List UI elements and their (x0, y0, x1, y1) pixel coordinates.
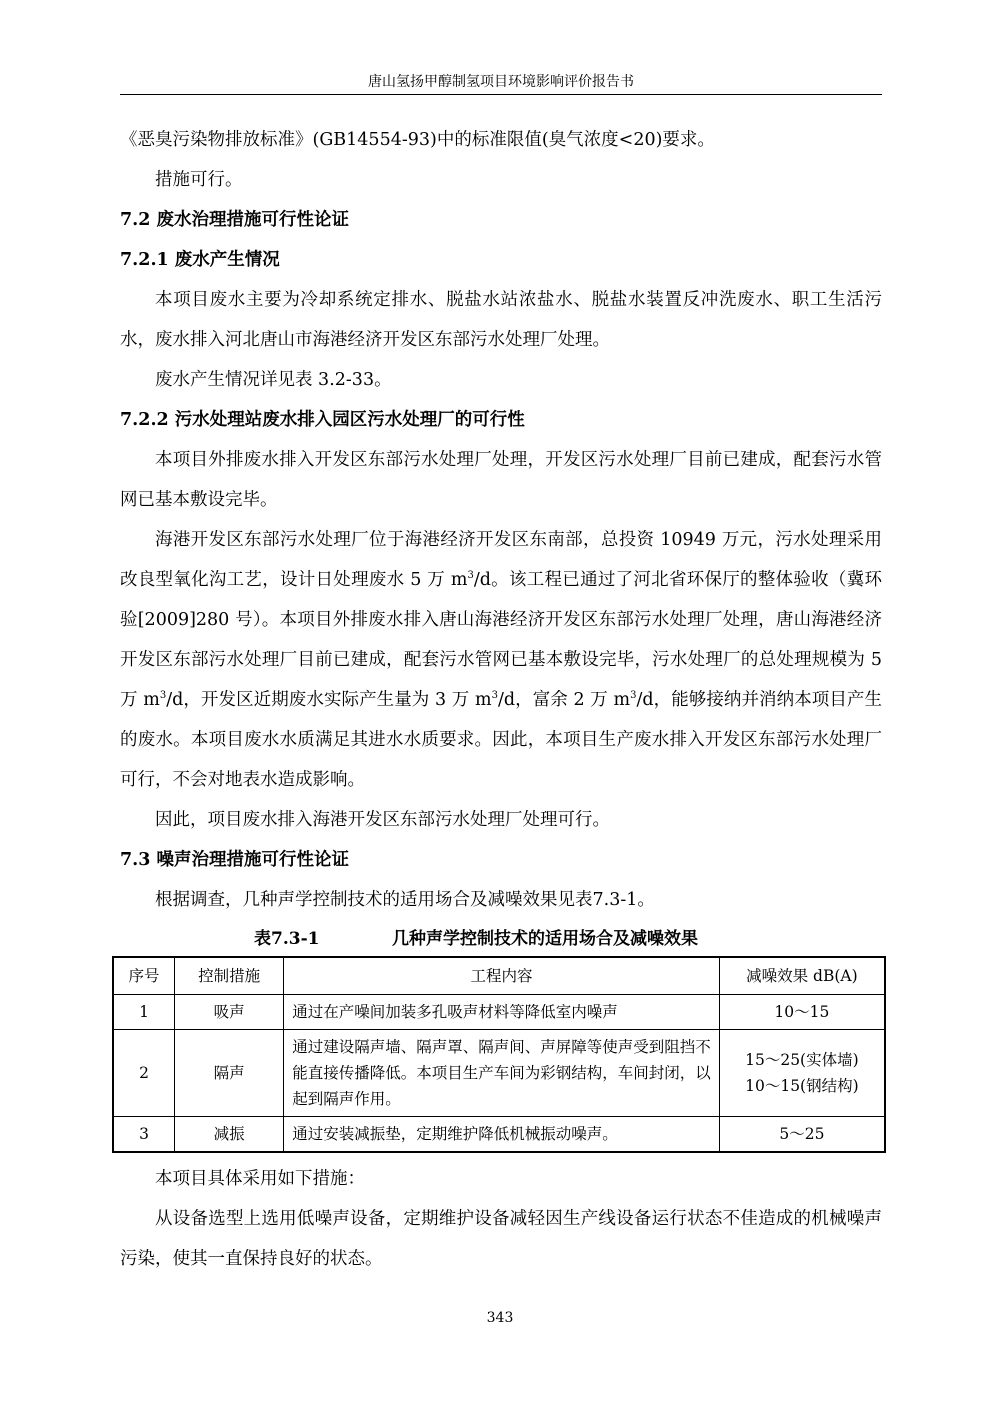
cell-measure: 吸声 (175, 995, 284, 1030)
paragraph-treatment-plant (120, 520, 882, 800)
superscript: 3 (630, 690, 637, 702)
page-number: 343 (486, 1310, 514, 1326)
cell-measure: 隔声 (175, 1030, 284, 1117)
paragraph-feasible: 措施可行。 (155, 170, 243, 190)
header-effect: 减噪效果 dB(A) (719, 957, 885, 995)
paragraph-conclusion: 因此，项目废水排入海港开发区东部污水处理厂处理可行。 (155, 810, 610, 830)
paragraph-measures-intro: 本项目具体采用如下措施： (155, 1169, 365, 1189)
superscript: 3 (491, 690, 498, 702)
paragraph-survey: 根据调查，几种声学控制技术的适用场合及减噪效果见表7.3-1。 (155, 890, 655, 910)
header-measure: 控制措施 (175, 957, 284, 995)
cell-measure: 减振 (175, 1117, 284, 1153)
table-caption-title: 几种声学控制技术的适用场合及减噪效果 (392, 929, 698, 949)
paragraph-equipment-selection: 从设备选型上选用低噪声设备，定期维护设备减轻因生产线设备运行状态不佳造成的机械噪声污染，使其一直保持良好的状态。 (120, 1209, 882, 1269)
cell-no: 2 (113, 1030, 175, 1117)
cell-content: 通过建设隔声墙、隔声罩、隔声间、声屏障等使声受到阻挡不能直接传播降低。本项目生产车间为彩钢结构，车间封闭，以起到隔声作用。 (284, 1030, 720, 1117)
heading-7-3: 7.3 噪声治理措施可行性论证 (120, 850, 350, 870)
paragraph-standard: 《恶臭污染物排放标准》(GB14554-93)中的标准限值(臭气浓度<20)要求。 (120, 130, 715, 150)
paragraph-table-reference: 废水产生情况详见表 3.2-33。 (155, 370, 392, 390)
effect-line: 10～15(钢结构) (745, 1077, 859, 1095)
heading-7-2-2: 7.2.2 污水处理站废水排入园区污水处理厂的可行性 (120, 410, 525, 430)
text-segment: 海港开发区东部污水处理厂位于海港经济开发区东南部，总投资 10949 万元，污水处理采用改良型氧化沟工艺，设计日处理废水 5 万 m (120, 530, 882, 590)
text-segment: /d，开发区近期废水实际产生量为 3 万 m (166, 690, 492, 710)
effect-line: 5～25 (779, 1125, 825, 1143)
effect-line: 15～25(实体墙) (745, 1051, 859, 1069)
heading-7-2: 7.2 废水治理措施可行性论证 (120, 210, 350, 230)
noise-control-table (112, 956, 886, 1153)
header-no: 序号 (113, 957, 175, 995)
paragraph-wastewater-sources: 本项目废水主要为冷却系统定排水、脱盐水站浓盐水、脱盐水装置反冲洗废水、职工生活污水，废水排入河北唐山市海港经济开发区东部污水处理厂处理。 (120, 290, 882, 350)
cell-content: 通过安装减振垫，定期维护降低机械振动噪声。 (284, 1117, 720, 1153)
paragraph-discharge: 本项目外排废水排入开发区东部污水处理厂处理，开发区污水处理厂目前已建成，配套污水管网已基本敷设完毕。 (120, 450, 882, 510)
table-row (113, 1030, 885, 1117)
superscript: 3 (159, 690, 167, 702)
header-rule (120, 94, 882, 95)
cell-no: 1 (113, 995, 175, 1030)
superscript: 3 (467, 570, 474, 582)
table-caption-number: 表7.3-1 (254, 929, 320, 949)
table-header-row (113, 957, 885, 995)
table-row (113, 1117, 885, 1153)
page-content (120, 120, 882, 1279)
effect-line: 10～15 (774, 1003, 830, 1021)
text-segment: /d，能够接纳并消纳本项目产生的废水。本项目废水水质满足其进水水质要求。因此，本项目生产废水排入开发区东部污水处理厂可行，不会对地表水造成影响。 (120, 690, 882, 790)
cell-effect (719, 995, 885, 1030)
text-segment: /d，富余 2 万 m (497, 690, 631, 710)
cell-no: 3 (113, 1117, 175, 1153)
table-row (113, 995, 885, 1030)
cell-effect (719, 1117, 885, 1153)
text-segment: /d。该工程已通过了河北省环保厅的整体验收（冀环验[2009]280 号）。本项目外排废水排入唐山海港经济开发区东部污水处理厂处理，唐山海港经济开发区东部污水处理厂目前已建成，配套污水管网已基本敷设完毕，污水处理厂的总处理规模为 5 万 m (120, 570, 882, 710)
cell-effect (719, 1030, 885, 1117)
page-header-title: 唐山氢扬甲醇制氢项目环境影响评价报告书 (368, 74, 634, 90)
header-content: 工程内容 (284, 957, 720, 995)
table-caption (120, 924, 882, 954)
cell-content: 通过在产噪间加装多孔吸声材料等降低室内噪声 (284, 995, 720, 1030)
heading-7-2-1: 7.2.1 废水产生情况 (120, 250, 280, 270)
